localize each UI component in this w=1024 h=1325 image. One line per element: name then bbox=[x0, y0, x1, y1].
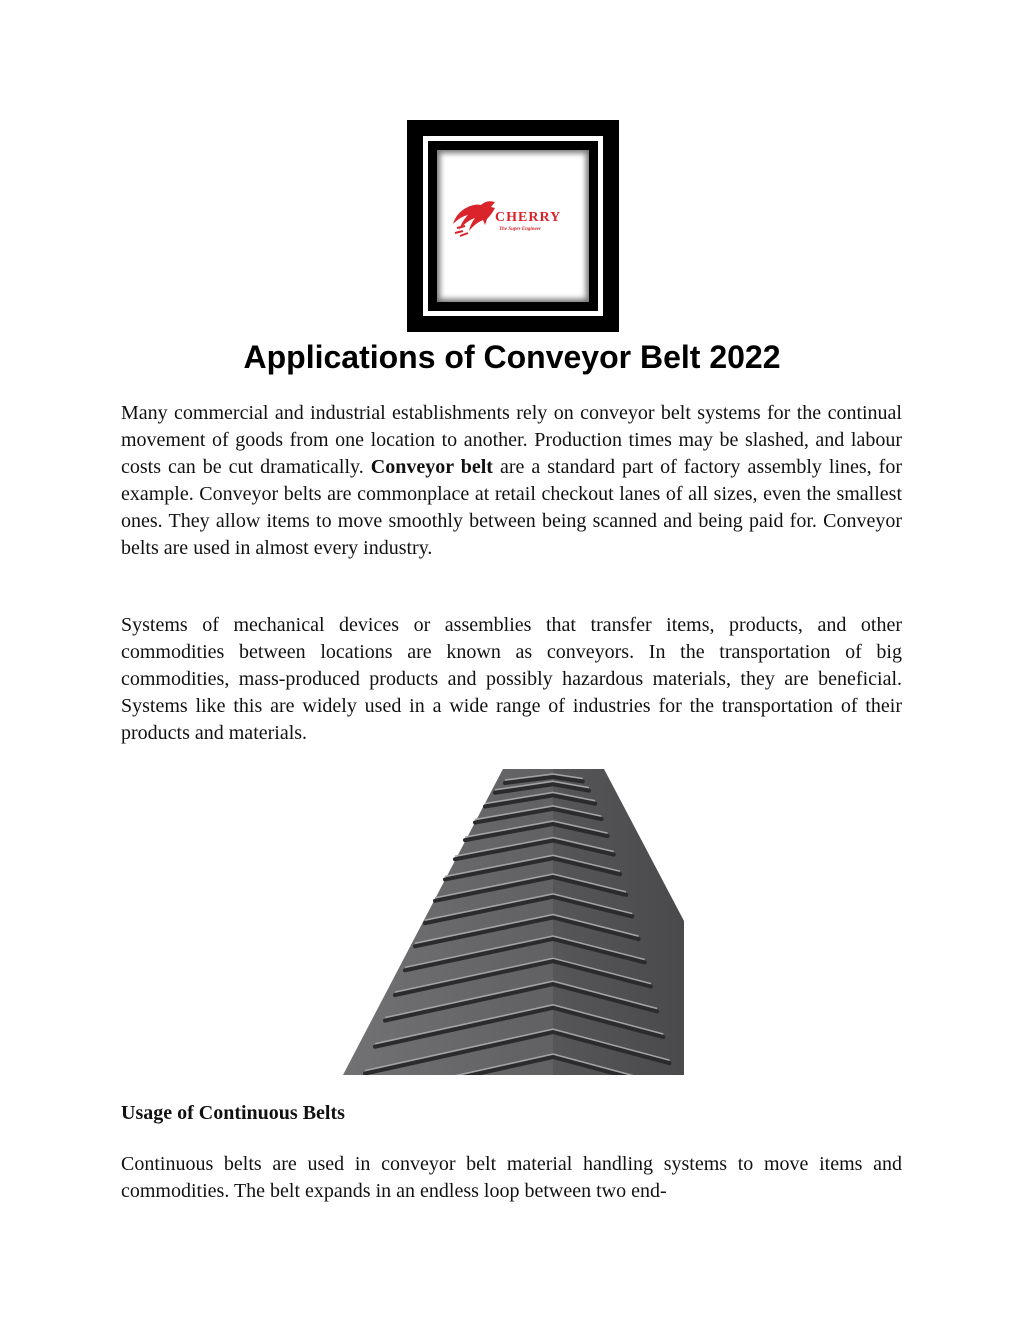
logo-box bbox=[437, 150, 589, 302]
continuous-belts-paragraph: Continuous belts are used in conveyor belt material handling systems to move items and commodities. The belt expands in an endless loop between two end- bbox=[121, 1153, 902, 1202]
intro-text-after: are a standard part of factory assembly lines, for example. Conveyor belts are commonplace at retail checkout lanes of all sizes, even the smallest ones. They allow items to move smoothly between being scanned and being paid for. Conveyor belts are used in almost every industry. bbox=[121, 456, 902, 559]
chevron-conveyor-belt-image bbox=[343, 769, 684, 1075]
section-heading: Usage of Continuous Belts bbox=[121, 1102, 345, 1124]
intro-paragraph bbox=[121, 400, 902, 562]
page-title: Applications of Conveyor Belt 2022 bbox=[243, 339, 781, 375]
brand-name: CHERRY bbox=[495, 210, 562, 225]
brand-tagline: The Super Engineer bbox=[499, 227, 541, 232]
horse-logo-icon bbox=[451, 198, 497, 238]
intro-text-before: Many commercial and industrial establishments rely on conveyor belt systems for the continual movement of goods from one location to another. Production times may be slashed, and labour costs can be cut dramatically. bbox=[121, 402, 902, 478]
logo-frame bbox=[407, 120, 619, 332]
systems-paragraph: Systems of mechanical devices or assemblies that transfer items, products, and other commodities between locations are known as conveyors. In the transportation of big commodities, mass-produced products and possibly hazardous materials, they are beneficial. Systems like this are widely used in a wide range of industries for the transportation of their products and materials. bbox=[121, 614, 902, 744]
conveyor-belt-keyword: Conveyor belt bbox=[370, 456, 493, 478]
